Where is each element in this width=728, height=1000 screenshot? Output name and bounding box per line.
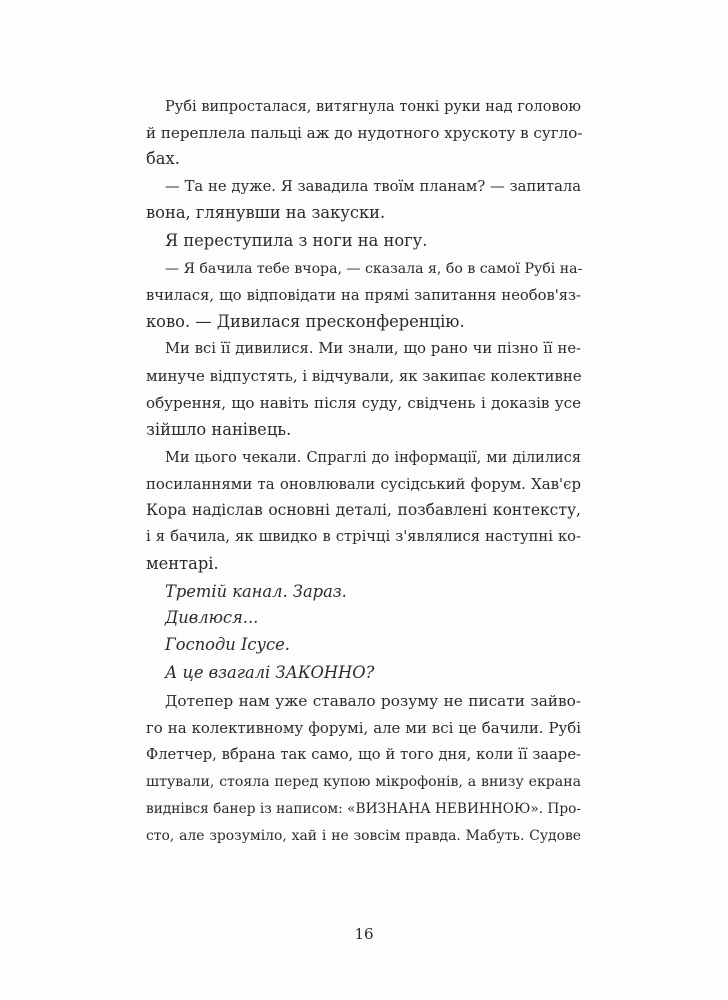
text-line: минуче відпустять, і відчували, як закипає колективне [146, 367, 582, 385]
text-line: Ми цього чекали. Спраглі до інформації, ми ділилися [165, 450, 581, 466]
text-line: — Та не дуже. Я завадила твоїм планам? — запитала [165, 178, 581, 195]
text-line: вона, глянувши на закуски. [146, 203, 386, 222]
text-line: сто, але зрозуміло, хай і не зовсім правда. Мабуть. Судове [146, 828, 581, 844]
forum-comment: А це взагалі ЗАКОННО? [165, 663, 375, 682]
text-line: бах. [146, 149, 180, 168]
text-line: ково. — Дивилася пресконференцію. [146, 312, 465, 331]
forum-comment: Господи Ісусе. [165, 635, 290, 654]
text-line: Кора надіслав основні деталі, позбавлені контексту, [146, 501, 581, 519]
text-line: Я переступила з ноги на ногу. [165, 231, 428, 250]
text-line: Флетчер, вбрана так само, що й того дня, коли її зааре- [146, 746, 581, 763]
forum-comment: Дивлюся... [165, 608, 259, 627]
text-line: і я бачила, як швидко в стрічці з'являлися наступні ко- [146, 528, 581, 545]
forum-comment: Третій канал. Зараз. [165, 582, 347, 601]
text-line: го на колективному форумі, але ми всі це бачили. Рубі [146, 719, 581, 737]
text-line: — Я бачила тебе вчора, — сказала я, бо в самої Рубі на- [165, 261, 583, 277]
text-line: ментарі. [146, 554, 219, 573]
text-line: Дотепер нам уже ставало розуму не писати зайво- [165, 692, 581, 710]
text-line: штували, стояла перед купою мікрофонів, а внизу екрана [146, 774, 581, 790]
text-line: посиланнями та оновлювали сусідський форум. Хав'єр [146, 475, 581, 493]
text-line: зійшло нанівець. [146, 420, 292, 439]
text-line: обурення, що навіть після суду, свідчень і доказів усе [146, 394, 581, 412]
text-line: вчилася, що відповідати на прямі запитання необов'яз- [146, 287, 581, 304]
text-line: виднівся банер із написом: «ВИЗНАНА НЕВИННОЮ». Про- [146, 801, 581, 817]
text-line: Ми всі її дивилися. Ми знали, що рано чи пізно її не- [165, 340, 581, 357]
text-line: й переплела пальці аж до нудотного хрускоту в сугло- [146, 124, 583, 142]
text-line: Рубі випросталася, витягнула тонкі руки над головою [165, 99, 581, 115]
page-number: 16 [354, 925, 374, 943]
